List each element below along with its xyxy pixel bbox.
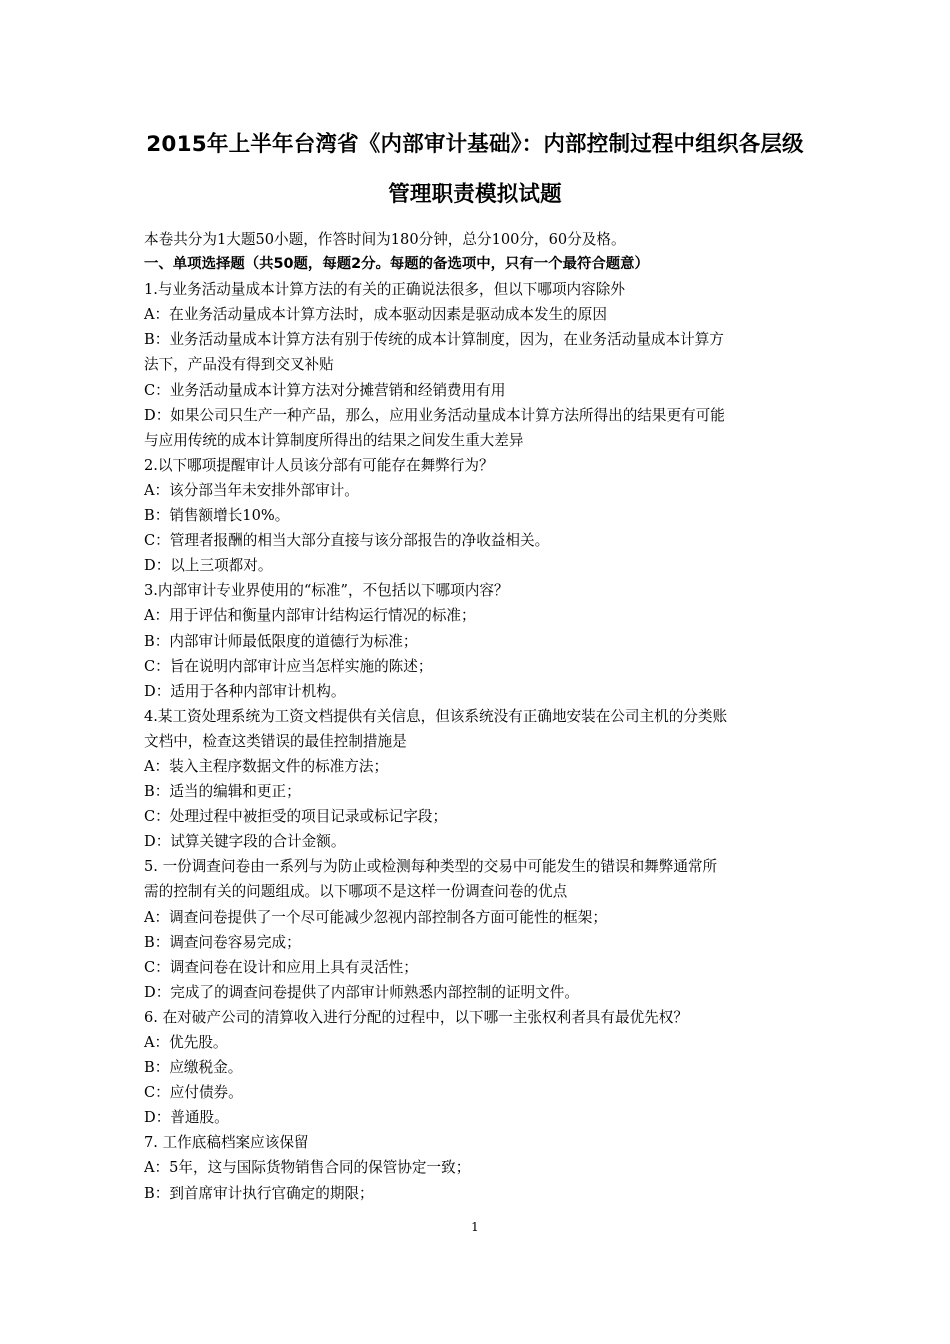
text-line: 文档中，检查这类错误的最佳控制措施是 — [144, 732, 407, 750]
text-line: 3.内部审计专业界使用的“标准”，不包括以下哪项内容？ — [144, 582, 509, 600]
section-heading: 一、单项选择题（共50题，每题2分。每题的备选项中，只有一个最符合题意） — [144, 256, 649, 273]
text-line: A：该分部当年未安排外部审计。 — [144, 481, 359, 499]
text-line: A：在业务活动量成本计算方法时，成本驱动因素是驱动成本发生的原因 — [144, 306, 607, 324]
text-line: C：处理过程中被拒受的项目记录或标记字段； — [144, 808, 448, 826]
document-title-line-2: 管理职责模拟试题 — [388, 182, 562, 207]
intro-text: 本卷共分为1大题50小题，作答时间为180分钟，总分100分，60分及格。 — [144, 231, 626, 248]
text-line: A：调查问卷提供了一个尽可能减少忽视内部控制各方面可能性的框架； — [144, 908, 607, 926]
text-line: D：适用于各种内部审计机构。 — [144, 682, 346, 700]
question-list — [144, 277, 824, 1205]
text-line: D：以上三项都对。 — [144, 557, 273, 575]
text-line: B：销售额增长10%。 — [144, 507, 290, 525]
text-line: B：到首席审计执行官确定的期限； — [144, 1184, 374, 1202]
text-line: A：5年，这与国际货物销售合同的保管协定一致； — [144, 1159, 471, 1177]
text-line: 1.与业务活动量成本计算方法的有关的正确说法很多，但以下哪项内容除外 — [144, 281, 625, 299]
text-line: 5. 一份调查问卷由一系列与为防止或检测每种类型的交易中可能发生的错误和舞弊通常所 — [144, 858, 718, 876]
document-title-line-1: 2015年上半年台湾省《内部审计基础》：内部控制过程中组织各层级 — [146, 132, 804, 157]
text-line: 与应用传统的成本计算制度所得出的结果之间发生重大差异 — [144, 431, 524, 449]
text-line: C：管理者报酬的相当大部分直接与该分部报告的净收益相关。 — [144, 532, 550, 550]
text-line: 需的控制有关的问题组成。以下哪项不是这样一份调查问卷的优点 — [144, 883, 568, 901]
text-line: D：普通股。 — [144, 1109, 229, 1127]
text-line: 7. 工作底稿档案应该保留 — [144, 1134, 309, 1152]
text-line: B：适当的编辑和更正； — [144, 783, 301, 801]
text-line: A：优先股。 — [144, 1034, 228, 1051]
text-line: 6. 在对破产公司的清算收入进行分配的过程中，以下哪一主张权利者具有最优先权？ — [144, 1008, 688, 1026]
text-line: C：旨在说明内部审计应当怎样实施的陈述； — [144, 657, 433, 675]
text-line: 法下，产品没有得到交叉补贴 — [144, 356, 334, 374]
text-line: 2.以下哪项提醒审计人员该分部有可能存在舞弊行为？ — [144, 456, 494, 474]
text-line: C：业务活动量成本计算方法对分摊营销和经销费用有用 — [144, 381, 506, 399]
text-line: D：完成了的调查问卷提供了内部审计师熟悉内部控制的证明文件。 — [144, 983, 579, 1001]
text-line: D：试算关键字段的合计金额。 — [144, 833, 346, 851]
text-line: C：调查问卷在设计和应用上具有灵活性； — [144, 958, 418, 976]
text-line: B：调查问卷容易完成； — [144, 933, 301, 951]
text-line: D：如果公司只生产一种产品，那么，应用业务活动量成本计算方法所得出的结果更有可能 — [144, 406, 725, 424]
page-number: 1 — [471, 1220, 479, 1234]
text-line: A：装入主程序数据文件的标准方法； — [144, 757, 389, 775]
text-line: B：业务活动量成本计算方法有别于传统的成本计算制度，因为，在业务活动量成本计算方 — [144, 331, 724, 349]
text-line: C：应付债券。 — [144, 1084, 243, 1102]
text-line: A：用于评估和衡量内部审计结构运行情况的标准； — [144, 607, 476, 625]
document-body — [144, 227, 824, 1206]
text-line: B：应缴税金。 — [144, 1059, 243, 1077]
text-line: 4.某工资处理系统为工资文档提供有关信息，但该系统没有正确地安装在公司主机的分类账 — [144, 707, 728, 725]
text-line: B：内部审计师最低限度的道德行为标准； — [144, 632, 418, 650]
